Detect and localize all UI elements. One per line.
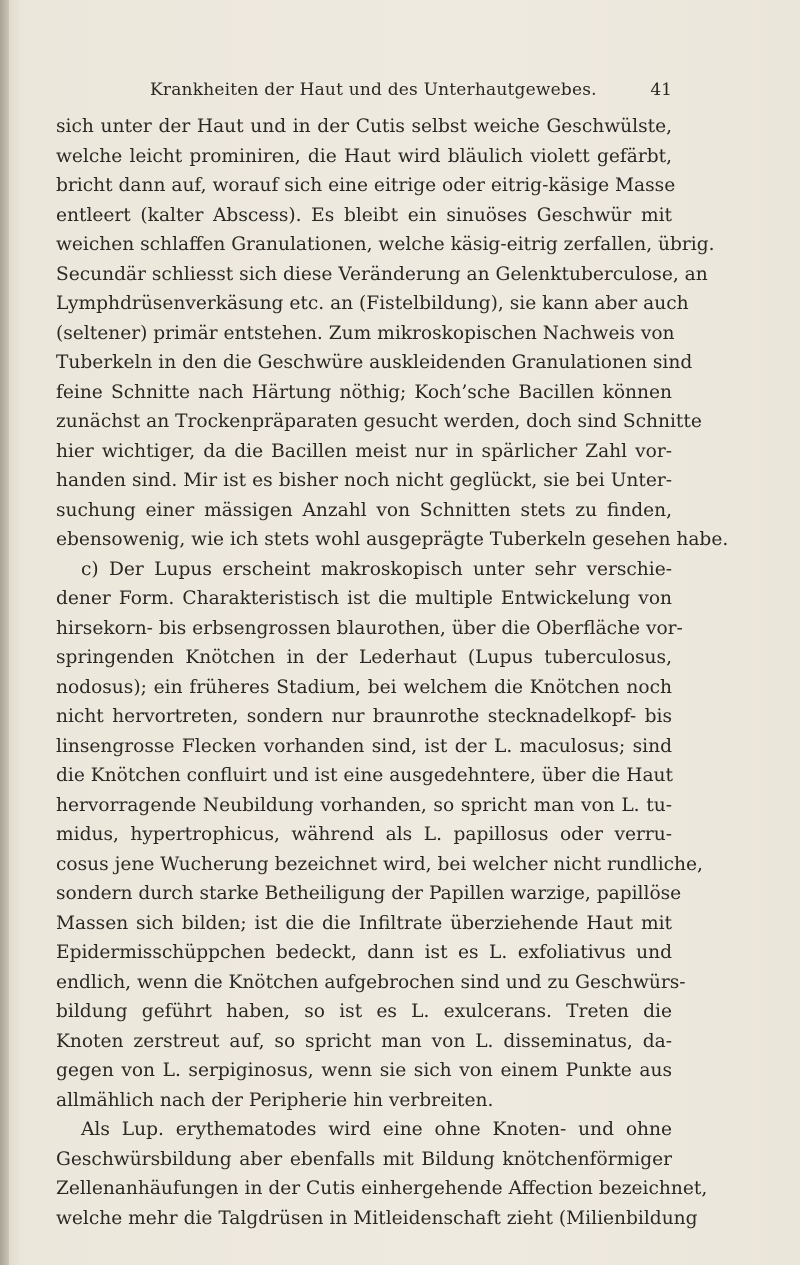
text-line: Secundär schliesst sich diese Veränderung an Gelenktuberculose, an [56,263,708,285]
text-line: welche mehr die Talgdrüsen in Mitleidenschaft zieht (Milienbildung [56,1207,698,1229]
text-line: endlich, wenn die Knötchen aufgebrochen sind und zu Geschwürs- [56,971,686,993]
text-line: hier wichtiger, da die Bacillen meist nur in spärlicher Zahl vor- [56,440,672,462]
text-line: Massen sich bilden; ist die die Infiltrate überziehende Haut mit [56,912,672,934]
text-line: Knoten zerstreut auf, so spricht man von L. disseminatus, da- [56,1030,672,1052]
text-line: weichen schlaffen Granulationen, welche käsig-eitrig zerfallen, übrig. [56,234,715,255]
body-text [56,112,729,1233]
text-line: Geschwürsbildung aber ebenfalls mit Bildung knötchenförmiger [56,1148,672,1170]
text-line: cosus jene Wucherung bezeichnet wird, bei welcher nicht rundliche, [56,853,703,875]
text-line: nicht hervortreten, sondern nur braunrothe stecknadelkopf- bis [56,706,672,727]
text-line: hervorragende Neubildung vorhanden, so spricht man von L. tu- [56,794,672,816]
text-line: nodosus); ein früheres Stadium, bei welchem die Knötchen noch [56,676,672,698]
text-line: linsengrosse Flecken vorhanden sind, ist der L. maculosus; sind [56,735,672,757]
text-line: springenden Knötchen in der Lederhaut (Lupus tuberculosus, [56,647,672,668]
page-header [60,80,672,110]
text-line: welche leicht prominiren, die Haut wird bläulich violett gefärbt, [56,145,672,167]
text-line: handen sind. Mir ist es bisher noch nicht geglückt, sie bei Unter- [56,470,672,491]
text-line: sondern durch starke Betheiligung der Papillen warzige, papillöse [56,883,682,904]
text-line: midus, hypertrophicus, während als L. papillosus oder verru- [56,824,672,845]
page-binding-edge [0,0,9,1265]
text-line: hirsekorn- bis erbsengrossen blaurothen, über die Oberfläche vor- [56,617,683,639]
text-line: bricht dann auf, worauf sich eine eitrige oder eitrig-käsige Masse [56,175,676,196]
text-line: (seltener) primär entstehen. Zum mikroskopischen Nachweis von [56,322,675,344]
text-line: Lymphdrüsenverkäsung etc. an (Fistelbildung), sie kann aber auch [56,293,689,314]
text-line: suchung einer mässigen Anzahl von Schnitten stets zu finden, [56,499,672,521]
text-line: Zellenanhäufungen in der Cutis einhergehende Affection bezeichnet, [56,1178,708,1199]
text-line: gegen von L. serpiginosus, wenn sie sich von einem Punkte aus [56,1060,672,1081]
running-title: Krankheiten der Haut und des Unterhautgewebes. [150,80,597,100]
text-line: Als Lup. erythematodes wird eine ohne Knoten- und ohne [81,1119,672,1140]
text-line: ebensowenig, wie ich stets wohl ausgeprägte Tuberkeln gesehen habe. [56,529,729,550]
text-line: allmählich nach der Peripherie hin verbreiten. [56,1089,494,1111]
text-line: zunächst an Trockenpräparaten gesucht werden, doch sind Schnitte [56,411,702,432]
text-line: c) Der Lupus erscheint makroskopisch unter sehr verschie- [81,558,672,580]
page-number: 41 [650,80,672,100]
text-line: Tuberkeln in den die Geschwüre auskleidenden Granulationen sind [56,352,693,373]
text-line: die Knötchen confluirt und ist eine ausgedehntere, über die Haut [56,765,673,786]
text-line: feine Schnitte nach Härtung nöthig; Koch’sche Bacillen können [56,381,672,403]
text-line: sich unter der Haut und in der Cutis selbst weiche Geschwülste, [56,116,672,137]
text-line: entleert (kalter Abscess). Es bleibt ein sinuöses Geschwür mit [56,204,672,226]
text-line: dener Form. Charakteristisch ist die multiple Entwickelung von [56,588,672,609]
text-line: Epidermisschüppchen bedeckt, dann ist es L. exfoliativus und [56,942,672,963]
text-line: bildung geführt haben, so ist es L. exulcerans. Treten die [56,1001,672,1022]
